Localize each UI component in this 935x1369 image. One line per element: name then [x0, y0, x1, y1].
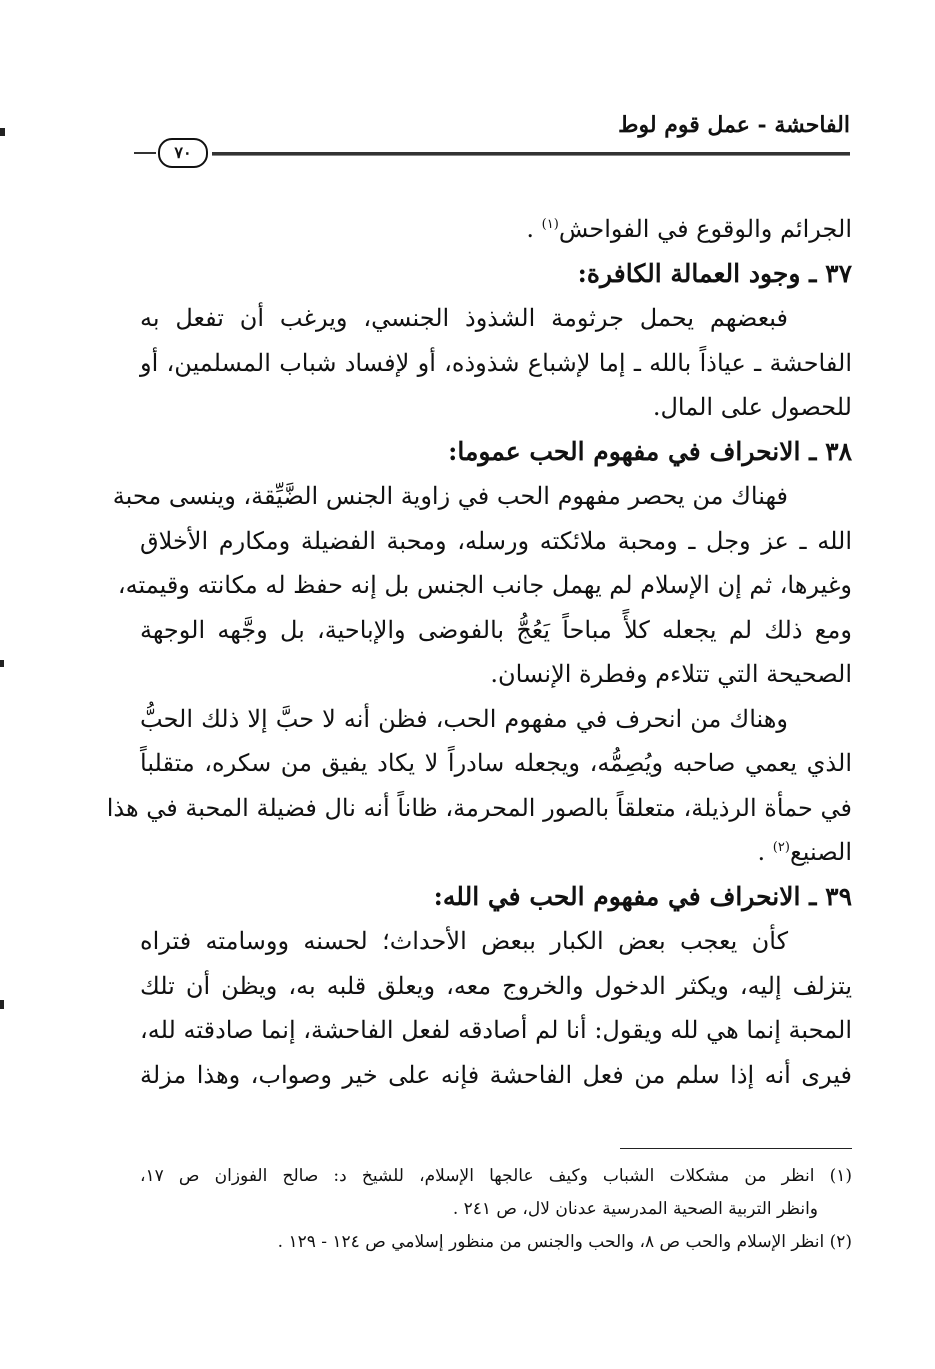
line-text: فهناك من يحصر مفهوم الحب في زاوية الجنس الضَّيِّقة، وينسى محبة [112, 482, 788, 510]
text-line [140, 919, 852, 964]
scan-edge-mark [0, 1000, 4, 1009]
header-ornament [134, 152, 156, 154]
footnote-line: (٢) انظر الإسلام والحب ص ٨، والحب والجنس من منظور إسلامي ص ١٢٤ - ١٢٩ . [277, 1232, 852, 1252]
line-text: الذي يعمي صاحبه ويُصِمُّه، ويجعله سادراً لا يكاد يفيق من سكره، متقلباً [140, 749, 852, 777]
line-text: الصحيحة التي تتلاءم وفطرة الإنسان. [490, 660, 852, 688]
line-text: ومع ذلك لم يجعله كلأً مباحاً يَعُجُّ بالفوضى والإباحية، بل وجَّهه الوجهة [140, 615, 852, 644]
line-text: وغيرها، ثم إن الإسلام لم يهمل جانب الجنس بل إنه حفظ له مكانته وقيمته، [117, 571, 852, 599]
scan-edge-mark [0, 660, 4, 667]
text-line [140, 1008, 852, 1053]
footnotes [140, 1160, 852, 1259]
line-text: وهناك من انحرف في مفهوم الحب، فظن أنه لا حبَّ إلا ذلك الحبُّ [140, 704, 788, 733]
footnote-separator [620, 1148, 852, 1149]
text-line [106, 786, 852, 831]
line-text: في حمأة الرذيلة، متعلقاً بالصور المحرمة، ظاناً أنه نال فضيلة المحبة في هذا [106, 793, 852, 822]
header-rule [212, 152, 850, 156]
footnote-reference[interactable]: (١) [541, 217, 559, 232]
text-line [140, 964, 852, 1009]
text-line [117, 563, 852, 608]
line-text: فبعضهم يحمل جرثومة الشذوذ الجنسي، ويرغب أن تفعل به [140, 304, 788, 332]
body-text [106, 207, 853, 1097]
text-line [140, 1053, 852, 1098]
text-line [140, 741, 852, 786]
text-line [140, 207, 852, 252]
line-text: للحصول على المال. [652, 393, 852, 421]
section-heading [140, 252, 852, 297]
line-punctuation: . [526, 215, 542, 243]
text-line [140, 296, 852, 341]
text-line [140, 341, 852, 386]
text-line [140, 697, 852, 742]
line-text: فيرى أنه إذا سلم من فعل الفاحشة فإنه على خير وصواب، وهذا مزلة [140, 1060, 852, 1089]
line-text: الله ـ عز وجل ـ ومحبة ملائكته ورسله، ومحبة الفضيلة ومكارم الأخلاق [140, 526, 852, 555]
line-punctuation: . [757, 838, 773, 866]
text-line [140, 385, 852, 430]
text-line [140, 608, 852, 653]
line-text: كأن يعجب بعض الكبار ببعض الأحداث؛ لحسنه ووسامته فتراه [140, 927, 788, 955]
text-line [140, 652, 852, 697]
line-text: الصنيع [789, 838, 852, 866]
section-heading [140, 430, 852, 475]
text-line [140, 519, 852, 564]
text-line [112, 474, 852, 519]
footnote-reference[interactable]: (٢) [772, 840, 790, 855]
footnote-line: (١) انظر من مشكلات الشباب وكيف عالجها الإسلام، للشيخ د: صالح الفوزان ص ١٧، [140, 1166, 852, 1186]
section-heading [140, 875, 852, 920]
line-text: الفاحشة ـ عياذاً بالله ـ إما لإشباع شذوذه، أو لإفساد شباب المسلمين، أو [140, 348, 852, 377]
text-line [140, 830, 852, 875]
line-text: الجرائم والوقوع في الفواحش [558, 215, 852, 243]
running-title: الفاحشة - عمل قوم لوط [618, 112, 850, 138]
line-text: ٣٨ ـ الانحراف في مفهوم الحب عموما: [448, 436, 852, 466]
page-number: ٧٠ [158, 138, 208, 168]
line-text: يتزلف إليه، ويكثر الدخول والخروج معه، ويعلق قلبه به، ويظن أن تلك [140, 971, 853, 1000]
line-text: المحبة إنما هي لله ويقول: أنا لم أصادقه لفعل الفاحشة، إنما صادقته لله، [140, 1016, 852, 1044]
line-text: ٣٩ ـ الانحراف في مفهوم الحب في الله: [433, 881, 852, 911]
page-header [140, 112, 850, 172]
scan-edge-mark [0, 128, 5, 136]
line-text: ٣٧ ـ وجود العمالة الكافرة: [577, 258, 852, 288]
footnote-line: وانظر التربية الصحية المدرسية عدنان لال، ص ٢٤١ . [452, 1199, 818, 1219]
